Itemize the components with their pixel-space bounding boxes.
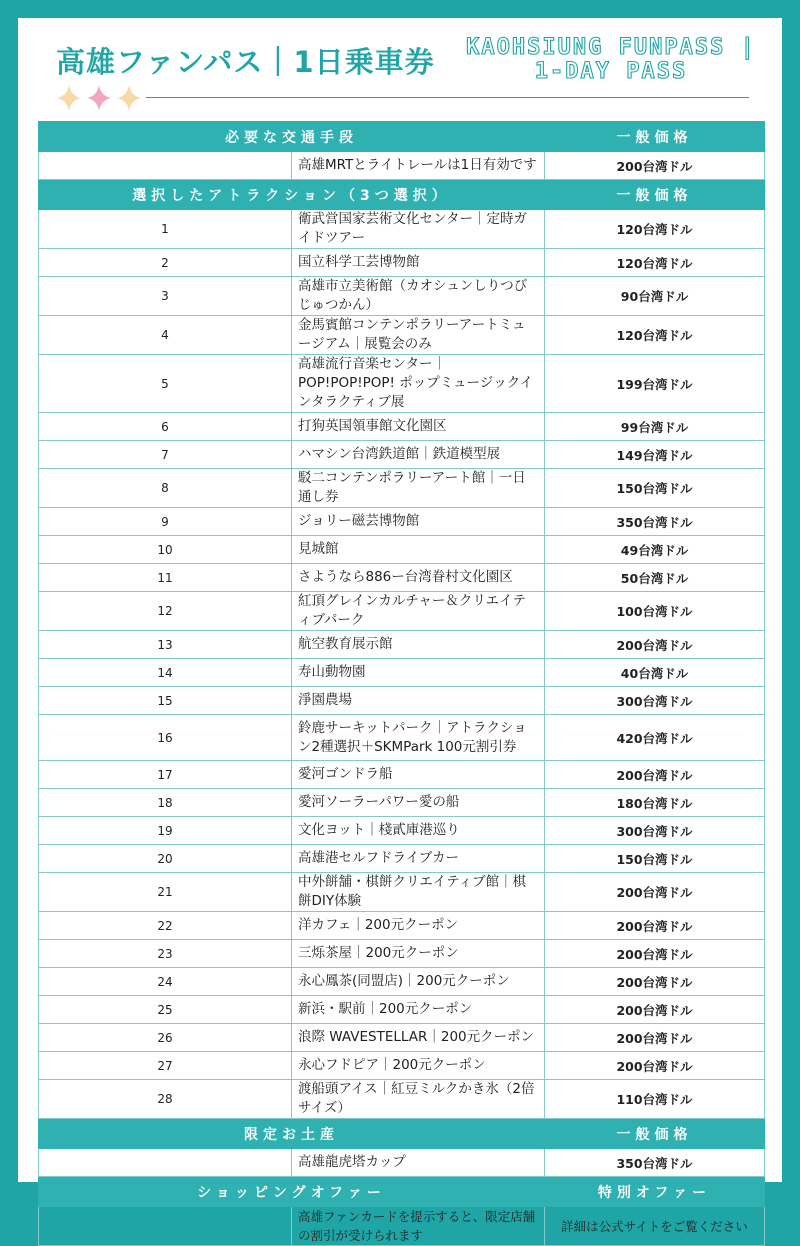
sparkle-icons — [54, 82, 144, 114]
attraction-name: 新浜・駅前｜200元クーポン — [292, 996, 545, 1024]
row-number: 1 — [39, 210, 292, 249]
row-number: 8 — [39, 469, 292, 508]
attraction-row — [39, 631, 765, 659]
attraction-price: 180台湾ドル — [545, 789, 765, 817]
price-column-header: 一般価格 — [545, 1119, 765, 1149]
attraction-name: 愛河ゴンドラ船 — [292, 761, 545, 789]
attraction-price: 200台湾ドル — [545, 1024, 765, 1052]
attraction-price: 200台湾ドル — [545, 912, 765, 940]
attraction-name: 永心フドピア｜200元クーポン — [292, 1052, 545, 1080]
row-number: 23 — [39, 940, 292, 968]
item-price: 詳細は公式サイトをご覧ください — [545, 1207, 765, 1246]
attraction-row — [39, 1080, 765, 1119]
shopping-row — [39, 1207, 765, 1246]
attraction-name: 衛武営国家芸術文化センター｜定時ガイドツアー — [292, 210, 545, 249]
attraction-row — [39, 564, 765, 592]
attraction-name: 見城館 — [292, 536, 545, 564]
attraction-name: 金馬賓館コンテンポラリーアートミュージアム｜展覧会のみ — [292, 316, 545, 355]
row-number — [39, 1207, 292, 1246]
attraction-row — [39, 277, 765, 316]
attraction-price: 350台湾ドル — [545, 508, 765, 536]
attraction-name: ハマシン台湾鉄道館｜鉄道模型展 — [292, 441, 545, 469]
attraction-price: 120台湾ドル — [545, 316, 765, 355]
page-title: 高雄ファンパス｜1日乗車券 — [56, 45, 435, 79]
row-number: 27 — [39, 1052, 292, 1080]
attraction-price: 300台湾ドル — [545, 817, 765, 845]
attraction-row — [39, 508, 765, 536]
attraction-row — [39, 789, 765, 817]
attraction-price: 40台湾ドル — [545, 659, 765, 687]
transport-header — [39, 122, 765, 152]
attraction-price: 200台湾ドル — [545, 631, 765, 659]
attraction-price: 49台湾ドル — [545, 536, 765, 564]
attraction-price: 120台湾ドル — [545, 249, 765, 277]
pass-card — [18, 18, 782, 1243]
page-title-english — [456, 36, 766, 84]
attraction-name: 永心鳳茶(同盟店)｜200元クーポン — [292, 968, 545, 996]
attraction-price: 110台湾ドル — [545, 1080, 765, 1119]
attraction-row — [39, 912, 765, 940]
row-number: 18 — [39, 789, 292, 817]
attraction-price: 300台湾ドル — [545, 687, 765, 715]
section-title: 選択したアトラクション（3つ選択） — [39, 180, 545, 210]
item-price: 350台湾ドル — [545, 1149, 765, 1177]
row-number: 3 — [39, 277, 292, 316]
attraction-name: 高雄流行音楽センター｜POP!POP!POP! ポップミュージックインタラクティブ展 — [292, 355, 545, 413]
attraction-row — [39, 968, 765, 996]
attraction-price: 200台湾ドル — [545, 1052, 765, 1080]
row-number: 15 — [39, 687, 292, 715]
price-column-header: 一般価格 — [545, 122, 765, 152]
row-number: 20 — [39, 845, 292, 873]
row-number — [39, 152, 292, 180]
attraction-name: 淨園農場 — [292, 687, 545, 715]
attraction-name: 浪際 WAVESTELLAR｜200元クーポン — [292, 1024, 545, 1052]
attraction-price: 90台湾ドル — [545, 277, 765, 316]
attraction-price: 200台湾ドル — [545, 940, 765, 968]
shopping-header — [39, 1177, 765, 1207]
row-number: 11 — [39, 564, 292, 592]
section-title: 限定お土産 — [39, 1119, 545, 1149]
row-number — [39, 1149, 292, 1177]
row-number: 7 — [39, 441, 292, 469]
attraction-name: 打狗英国領事館文化園区 — [292, 413, 545, 441]
attraction-name: 愛河ソーラーパワー愛の船 — [292, 789, 545, 817]
souvenir-row — [39, 1149, 765, 1177]
row-number: 13 — [39, 631, 292, 659]
attraction-row — [39, 761, 765, 789]
attraction-row — [39, 873, 765, 912]
attraction-price: 200台湾ドル — [545, 761, 765, 789]
attraction-row — [39, 355, 765, 413]
attraction-row — [39, 316, 765, 355]
attraction-row — [39, 940, 765, 968]
section-title: 必要な交通手段 — [39, 122, 545, 152]
attraction-row — [39, 210, 765, 249]
row-number: 10 — [39, 536, 292, 564]
attractions-header — [39, 180, 765, 210]
row-number: 21 — [39, 873, 292, 912]
attraction-name: ジョリー磁芸博物館 — [292, 508, 545, 536]
attraction-price: 99台湾ドル — [545, 413, 765, 441]
attraction-row — [39, 659, 765, 687]
row-number: 19 — [39, 817, 292, 845]
attraction-name: 国立科学工芸博物館 — [292, 249, 545, 277]
attraction-name: 渡船頭アイス｜紅豆ミルクかき氷（2倍サイズ） — [292, 1080, 545, 1119]
attraction-price: 200台湾ドル — [545, 873, 765, 912]
attraction-name: 鈴鹿サーキットパーク｜アトラクション2種選択＋SKMPark 100元割引券 — [292, 715, 545, 761]
header-divider — [146, 97, 749, 98]
attraction-name: 三烁茶屋｜200元クーポン — [292, 940, 545, 968]
sparkle-icon — [87, 85, 111, 111]
section-title: ショッピングオファー — [39, 1177, 545, 1207]
attraction-price: 150台湾ドル — [545, 845, 765, 873]
attraction-name: 航空教育展示館 — [292, 631, 545, 659]
attraction-row — [39, 469, 765, 508]
row-number: 4 — [39, 316, 292, 355]
item-name: 高雄龍虎塔カップ — [292, 1149, 545, 1177]
attraction-name: 中外餅舗・棋餅クリエイティブ館｜棋餅DIY体験 — [292, 873, 545, 912]
row-number: 16 — [39, 715, 292, 761]
row-number: 17 — [39, 761, 292, 789]
row-number: 6 — [39, 413, 292, 441]
attraction-row — [39, 996, 765, 1024]
row-number: 28 — [39, 1080, 292, 1119]
souvenir-header — [39, 1119, 765, 1149]
attraction-row — [39, 413, 765, 441]
attraction-name: 文化ヨット｜棧貳庫港巡り — [292, 817, 545, 845]
row-number: 25 — [39, 996, 292, 1024]
attraction-row — [39, 249, 765, 277]
row-number: 24 — [39, 968, 292, 996]
attraction-price: 200台湾ドル — [545, 996, 765, 1024]
attraction-name: 高雄港セルフドライブカー — [292, 845, 545, 873]
attraction-name: 高雄市立美術館（カオシュンしりつびじゅつかん） — [292, 277, 545, 316]
price-column-header: 一般価格 — [545, 180, 765, 210]
attraction-row — [39, 1024, 765, 1052]
attraction-row — [39, 687, 765, 715]
attraction-row — [39, 592, 765, 631]
row-number: 14 — [39, 659, 292, 687]
row-number: 26 — [39, 1024, 292, 1052]
attraction-price: 50台湾ドル — [545, 564, 765, 592]
attraction-price: 100台湾ドル — [545, 592, 765, 631]
attraction-row — [39, 845, 765, 873]
row-number: 9 — [39, 508, 292, 536]
item-name: 高雄MRTとライトレールは1日有効です — [292, 152, 545, 180]
item-price: 200台湾ドル — [545, 152, 765, 180]
attraction-price: 150台湾ドル — [545, 469, 765, 508]
attraction-price: 200台湾ドル — [545, 968, 765, 996]
sparkle-icon — [117, 85, 141, 111]
row-number: 22 — [39, 912, 292, 940]
row-number: 2 — [39, 249, 292, 277]
title-en-line2: 1-DAY PASS — [534, 59, 688, 84]
price-table — [38, 121, 765, 1246]
sparkle-icon — [57, 85, 81, 111]
attraction-row — [39, 441, 765, 469]
item-name: 高雄ファンカードを提示すると、限定店舗の割引が受けられます — [292, 1207, 545, 1246]
price-column-header: 特別オファー — [545, 1177, 765, 1207]
attraction-name: 洋カフェ｜200元クーポン — [292, 912, 545, 940]
transport-row — [39, 152, 765, 180]
attraction-name: 寿山動物園 — [292, 659, 545, 687]
attraction-price: 120台湾ドル — [545, 210, 765, 249]
row-number: 5 — [39, 355, 292, 413]
attraction-row — [39, 715, 765, 761]
attraction-row — [39, 817, 765, 845]
attraction-name: 紅頂グレインカルチャー＆クリエイティブパーク — [292, 592, 545, 631]
attraction-row — [39, 1052, 765, 1080]
attraction-price: 420台湾ドル — [545, 715, 765, 761]
attraction-name: さようなら886ー台湾眷村文化園区 — [292, 564, 545, 592]
row-number: 12 — [39, 592, 292, 631]
attraction-name: 駁二コンテンポラリーアート館｜一日通し券 — [292, 469, 545, 508]
attraction-price: 199台湾ドル — [545, 355, 765, 413]
attraction-row — [39, 536, 765, 564]
title-en-line1: KAOHSIUNG FUNPASS | — [466, 35, 756, 60]
attraction-price: 149台湾ドル — [545, 441, 765, 469]
